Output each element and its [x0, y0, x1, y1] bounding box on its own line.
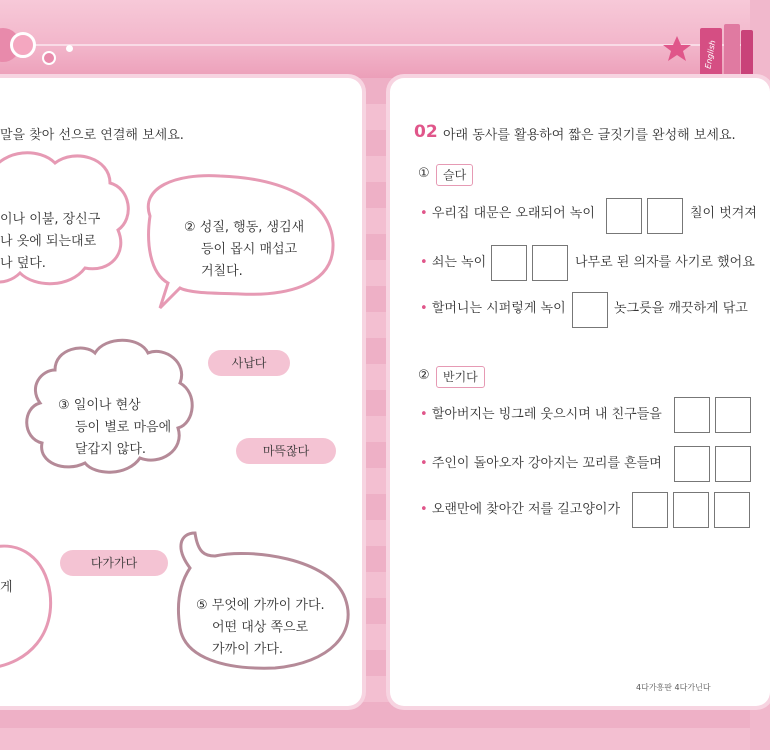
cloud1-line1: 이나 이불, 장신구 [0, 212, 101, 227]
verb1-sentence2 [420, 253, 486, 273]
bubble5-line1: ⑤ 무엇에 가까이 가다. [196, 598, 325, 613]
answer-box[interactable] [632, 492, 668, 528]
question-number: 02 [414, 122, 438, 142]
left-instruction: 말을 찾아 선으로 연결해 보세요. [0, 128, 184, 143]
bubble4-line1: 게 [0, 580, 13, 595]
verb1-tag: 슬다 [436, 164, 473, 186]
word-pill-matteukjanta[interactable]: 마뜩잖다 [236, 438, 336, 464]
book-icon [741, 30, 753, 78]
answer-box[interactable] [532, 245, 568, 281]
sentence-text: 나무로 된 의자를 사기로 했어요 [575, 255, 755, 270]
verb2-sentence2 [420, 454, 662, 474]
sentence-text: 주인이 돌아오자 강아지는 꼬리를 흔들며 [431, 456, 662, 471]
sentence-text: 놋그릇을 깨끗하게 닦고 [614, 301, 748, 316]
sentence-text: 우리집 대문은 오래되어 녹이 [431, 206, 595, 221]
bubble2-line2: 등이 몹시 매섭고 [201, 242, 298, 257]
word-pill-dagagada[interactable]: 다가가다 [60, 550, 168, 576]
decor-circle [66, 45, 73, 52]
right-instruction: 아래 동사를 활용하여 짧은 글짓기를 완성해 보세요. [443, 128, 736, 143]
bullet: • [420, 456, 432, 471]
bullet: • [420, 407, 432, 422]
bullet: • [420, 206, 432, 221]
answer-box[interactable] [647, 198, 683, 234]
answer-box[interactable] [606, 198, 642, 234]
decor-circle [42, 51, 56, 65]
answer-box[interactable] [674, 397, 710, 433]
answer-box[interactable] [491, 245, 527, 281]
header-band [0, 0, 750, 78]
verb2-tag: 반기다 [436, 366, 485, 388]
bubble2-line3: 거칠다. [201, 264, 243, 279]
sentence-text: 오랜만에 찾아간 저를 길고양이가 [431, 502, 621, 517]
verb1-sentence3 [420, 299, 566, 319]
decor-circle [10, 32, 36, 58]
star-icon [662, 34, 692, 64]
verb1-number: ① [418, 166, 430, 181]
page-footer: 4다가흥판 4다가닌다 [636, 683, 711, 692]
sentence-text: 할머니는 시퍼렇게 녹이 [431, 301, 566, 316]
sentence-text: 할아버지는 빙그레 웃으시며 내 친구들을 [431, 407, 662, 422]
book-label: English [703, 39, 718, 70]
bubble5-line2: 어떤 대상 쪽으로 [212, 620, 309, 635]
book-icon [724, 24, 740, 78]
cloud3-line1: ③ 일이나 현상 [58, 398, 141, 413]
answer-box[interactable] [572, 292, 608, 328]
verb2-sentence3 [420, 500, 620, 520]
cloud3-line3: 달갑지 않다. [75, 442, 147, 457]
cloud1-line2: 나 옷에 되는대로 [0, 234, 97, 249]
answer-box[interactable] [715, 397, 751, 433]
answer-box[interactable] [714, 492, 750, 528]
speech-bubble-shape [0, 546, 51, 668]
bubble5-line3: 가까이 가다. [212, 642, 284, 657]
answer-box[interactable] [674, 446, 710, 482]
verb2-number: ② [418, 368, 430, 383]
answer-box[interactable] [715, 446, 751, 482]
word-pill-sanapda[interactable]: 사납다 [208, 350, 290, 376]
answer-box[interactable] [673, 492, 709, 528]
header-line [0, 44, 750, 46]
bullet: • [420, 255, 432, 270]
verb1-sentence1 [420, 204, 595, 224]
cloud1-line3: 나 덮다. [0, 256, 46, 271]
sentence-text: 칠이 벗겨져 [690, 206, 757, 221]
bullet: • [420, 301, 432, 316]
cloud3-line2: 등이 별로 마음에 [75, 420, 172, 435]
bullet: • [420, 502, 432, 517]
verb2-sentence1 [420, 405, 662, 425]
bubble2-line1: ② 성질, 행동, 생김새 [184, 220, 305, 235]
sentence-text: 쇠는 녹이 [431, 255, 487, 270]
